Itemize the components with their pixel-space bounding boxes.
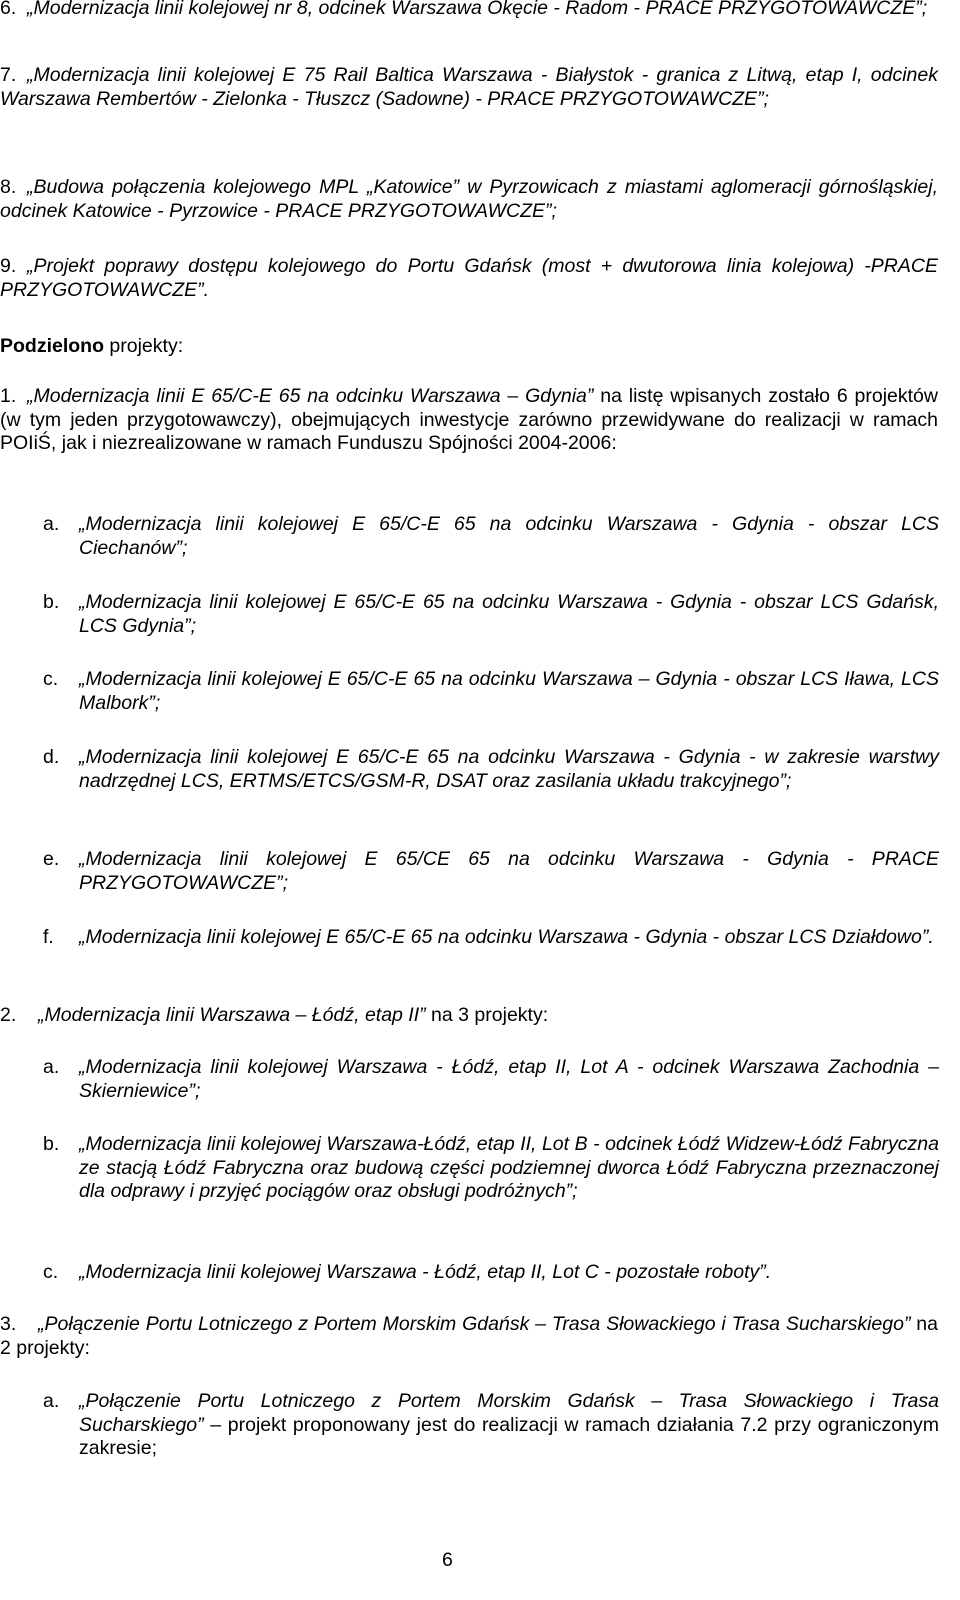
subproject-1f: [43, 926, 939, 950]
project-description: na 3 projekty:: [425, 1004, 549, 1026]
subproject-description: – projekt proponowany jest do realizacji w ramach działania 7.2 przy ograniczonym zakresie;: [79, 1413, 939, 1459]
project-description: na listę wpisanych zostało 6 projektów (w tym jeden przygotowawczy), obejmujących inwestycje zarówno przewidywane do realizacji w ramach POIiŚ, jak i niezrealizowane w ramach Funduszu Spójności 2004-2006:: [0, 385, 938, 454]
project-2: [0, 1004, 938, 1028]
list-number: 3.: [0, 1313, 17, 1335]
subproject-text: „Modernizacja linii kolejowej Warszawa-Łódź, etap II, Lot B - odcinek Łódź Widzew-Łódź Fabryczna ze stacją Łódź Fabryczna oraz budową części podziemnej dworca Łódź Fabryczna przeznaczonej dla odprawy i przyjęć pociągów oraz obsługi podróżnych”;: [79, 1133, 939, 1202]
subproject-1d: [43, 746, 939, 793]
project-title: „Połączenie Portu Lotniczego z Portem Morskim Gdańsk – Trasa Słowackiego i Trasa Sucharskiego”: [38, 1313, 911, 1335]
sub-letter: f.: [43, 926, 54, 948]
subproject-1e: [43, 848, 939, 895]
subproject-text: „Modernizacja linii kolejowej Warszawa - Łódź, etap II, Lot C - pozostałe roboty”.: [79, 1261, 772, 1283]
subproject-1b: [43, 591, 939, 638]
section-heading: [0, 335, 183, 359]
subproject-title: „Połączenie Portu Lotniczego z Portem Morskim Gdańsk – Trasa Słowackiego i Trasa Sucharskiego”: [79, 1390, 939, 1436]
list-item-text: „Budowa połączenia kolejowego MPL „Katowice” w Pyrzowicach z miastami aglomeracji górnośląskiej, odcinek Katowice - Pyrzowice - PRACE PRZYGOTOWAWCZE”;: [0, 176, 938, 222]
sub-letter: b.: [43, 1133, 60, 1155]
list-number: 8.: [0, 176, 17, 198]
subproject-1c: [43, 668, 939, 715]
list-item-text: „Projekt poprawy dostępu kolejowego do Portu Gdańsk (most + dwutorowa linia kolejowa) -PRACE PRZYGOTOWAWCZE”.: [0, 255, 938, 301]
list-item-9: [0, 255, 938, 302]
sub-letter: d.: [43, 746, 60, 768]
sub-letter: a.: [43, 1390, 60, 1412]
list-number: 6.: [0, 0, 17, 19]
subproject-2a: [43, 1056, 939, 1103]
sub-letter: e.: [43, 848, 60, 870]
subproject-text: „Modernizacja linii kolejowej E 65/C-E 65 na odcinku Warszawa - Gdynia - w zakresie warstwy nadrzędnej LCS, ERTMS/ETCS/GSM-R, DSAT oraz zasilania układu trakcyjnego”;: [79, 746, 939, 792]
sub-letter: c.: [43, 668, 59, 690]
page-number: 6: [442, 1549, 453, 1571]
list-item-7: [0, 64, 938, 111]
subproject-1a: [43, 513, 939, 560]
subproject-text: „Modernizacja linii kolejowej E 65/C-E 65 na odcinku Warszawa - Gdynia - obszar LCS Działdowo”.: [79, 926, 934, 948]
sub-letter: c.: [43, 1261, 59, 1283]
list-item-text: „Modernizacja linii kolejowej nr 8, odcinek Warszawa Okęcie - Radom - PRACE PRZYGOTOWAWCZE”;: [27, 0, 928, 19]
section-heading-rest: projekty:: [104, 335, 184, 357]
list-number: 2.: [0, 1004, 17, 1026]
subproject-text: „Modernizacja linii kolejowej E 65/C-E 65 na odcinku Warszawa – Gdynia - obszar LCS Iława, LCS Malbork”;: [79, 668, 939, 714]
subproject-text: „Modernizacja linii kolejowej E 65/C-E 65 na odcinku Warszawa - Gdynia - obszar LCS Ciechanów”;: [79, 513, 939, 559]
project-title: „Modernizacja linii E 65/C-E 65 na odcinku Warszawa – Gdynia”: [27, 385, 594, 407]
list-number: 7.: [0, 64, 17, 86]
list-item-8: [0, 176, 938, 223]
subproject-text: „Modernizacja linii kolejowej Warszawa - Łódź, etap II, Lot A - odcinek Warszawa Zachodnia – Skierniewice”;: [79, 1056, 939, 1102]
list-number: 9.: [0, 255, 17, 277]
project-description: na 2 projekty:: [0, 1313, 938, 1359]
list-item-text: „Modernizacja linii kolejowej E 75 Rail Baltica Warszawa - Białystok - granica z Litwą, etap I, odcinek Warszawa Rembertów - Zielonka - Tłuszcz (Sadowne) - PRACE PRZYGOTOWAWCZE”;: [0, 64, 938, 110]
subproject-2b: [43, 1133, 939, 1204]
subproject-text: „Modernizacja linii kolejowej E 65/CE 65 na odcinku Warszawa - Gdynia - PRACE PRZYGOTOWAWCZE”;: [79, 848, 939, 894]
project-1: [0, 385, 938, 456]
sub-letter: a.: [43, 1056, 60, 1078]
subproject-2c: [43, 1261, 939, 1285]
subproject-3a: [43, 1390, 939, 1461]
list-number: 1.: [0, 385, 17, 407]
sub-letter: a.: [43, 513, 60, 535]
section-heading-bold: Podzielono: [0, 335, 104, 357]
sub-letter: b.: [43, 591, 60, 613]
subproject-text: „Modernizacja linii kolejowej E 65/C-E 65 na odcinku Warszawa - Gdynia - obszar LCS Gdańsk, LCS Gdynia”;: [79, 591, 939, 637]
list-item-6: [0, 0, 938, 21]
project-3: [0, 1313, 938, 1360]
project-title: „Modernizacja linii Warszawa – Łódź, etap II”: [38, 1004, 426, 1026]
